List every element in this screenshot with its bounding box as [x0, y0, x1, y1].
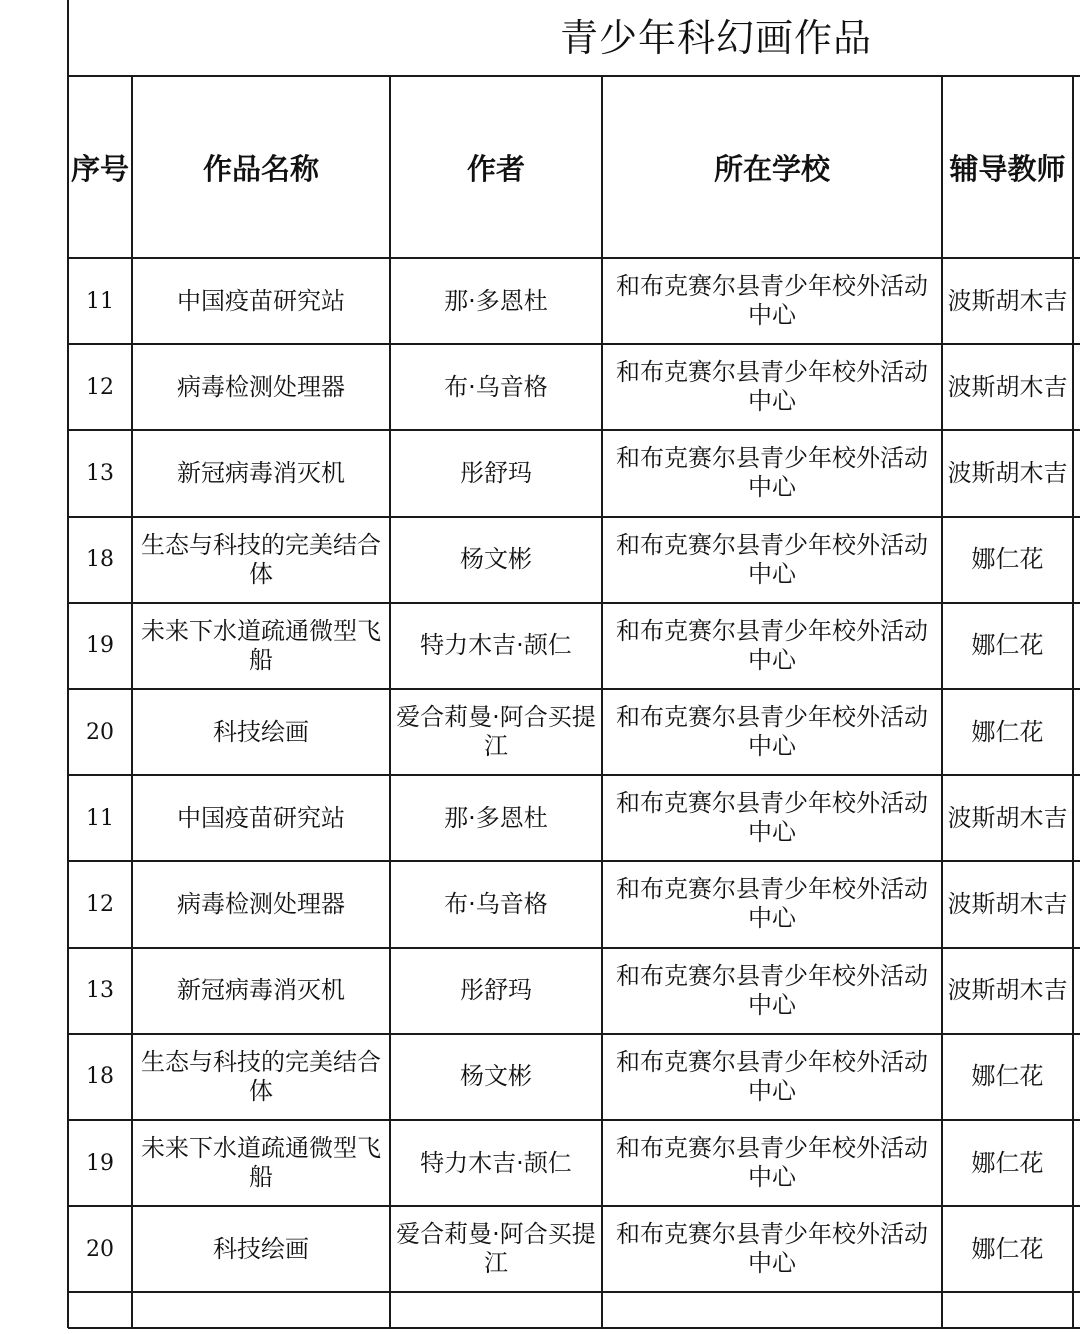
cell-work-name: 未来下水道疏通微型飞船 — [141, 1134, 381, 1192]
cell-teacher: 娜仁花 — [971, 717, 1044, 746]
cell-school: 和布克赛尔县青少年校外活动中心 — [616, 703, 928, 761]
cell-no: 12 — [86, 374, 114, 400]
cell-author: 特力木吉·颉仁 — [420, 1148, 572, 1177]
row-divider — [68, 688, 1080, 690]
cell-author: 爱合莉曼·阿合买提江 — [396, 1220, 596, 1278]
cell-work-name: 中国疫苗研究站 — [177, 286, 345, 315]
cell-school: 和布克赛尔县青少年校外活动中心 — [616, 358, 928, 416]
row-divider — [68, 1291, 1080, 1293]
cell-school: 和布克赛尔县青少年校外活动中心 — [616, 961, 928, 1019]
row-divider — [68, 1119, 1080, 1121]
header-school: 所在学校 — [713, 151, 830, 186]
cell-author: 布·乌音格 — [444, 889, 548, 918]
row-divider — [68, 602, 1080, 604]
cell-school: 和布克赛尔县青少年校外活动中心 — [616, 789, 928, 847]
cell-teacher: 波斯胡木吉 — [947, 372, 1068, 401]
cell-work-name: 未来下水道疏通微型飞船 — [141, 616, 381, 674]
cell-work-name: 病毒检测处理器 — [177, 889, 345, 918]
table-border-bottom — [68, 1327, 1080, 1329]
header-bottom-line — [68, 257, 1080, 259]
cell-author: 那·多恩杜 — [444, 286, 548, 315]
cell-teacher: 波斯胡木吉 — [947, 889, 1068, 918]
cell-teacher: 娜仁花 — [971, 1148, 1044, 1177]
cell-no: 19 — [86, 1150, 114, 1176]
cell-author: 爱合莉曼·阿合买提江 — [396, 703, 596, 761]
cell-school: 和布克赛尔县青少年校外活动中心 — [616, 1220, 928, 1278]
cell-no: 12 — [86, 891, 114, 917]
cell-school: 和布克赛尔县青少年校外活动中心 — [616, 1047, 928, 1105]
cell-no: 20 — [86, 1236, 114, 1262]
column-divider — [1072, 76, 1074, 1328]
cell-author: 杨文彬 — [460, 545, 532, 574]
cell-no: 19 — [86, 633, 114, 659]
row-divider — [68, 1205, 1080, 1207]
cell-author: 彤舒玛 — [460, 458, 532, 487]
cell-teacher: 波斯胡木吉 — [947, 286, 1068, 315]
row-divider — [68, 429, 1080, 431]
cell-no: 11 — [86, 805, 114, 831]
cell-school: 和布克赛尔县青少年校外活动中心 — [616, 875, 928, 933]
cell-author: 彤舒玛 — [460, 976, 532, 1005]
cell-no: 18 — [86, 547, 114, 573]
cell-author: 那·多恩杜 — [444, 803, 548, 832]
cell-work-name: 科技绘画 — [213, 717, 309, 746]
cell-work-name: 科技绘画 — [213, 1234, 309, 1263]
header-work-name: 作品名称 — [202, 151, 319, 186]
cell-no: 11 — [86, 288, 114, 314]
row-divider — [68, 774, 1080, 776]
cell-no: 18 — [86, 1064, 114, 1090]
cell-author: 布·乌音格 — [444, 372, 548, 401]
cell-no: 13 — [86, 460, 114, 486]
cell-no: 20 — [86, 719, 114, 745]
cell-school: 和布克赛尔县青少年校外活动中心 — [616, 616, 928, 674]
cell-work-name: 病毒检测处理器 — [177, 372, 345, 401]
cell-work-name: 新冠病毒消灭机 — [177, 458, 345, 487]
cell-work-name: 生态与科技的完美结合体 — [141, 530, 381, 588]
cell-school: 和布克赛尔县青少年校外活动中心 — [616, 444, 928, 502]
cell-teacher: 波斯胡木吉 — [947, 803, 1068, 832]
cell-work-name: 新冠病毒消灭机 — [177, 976, 345, 1005]
header-teacher: 辅导教师 — [949, 151, 1066, 186]
cell-teacher: 娜仁花 — [971, 1062, 1044, 1091]
header-author: 作者 — [466, 151, 525, 186]
table-title: 青少年科幻画作品 — [560, 16, 873, 60]
row-divider — [68, 1033, 1080, 1035]
cell-author: 杨文彬 — [460, 1062, 532, 1091]
cell-work-name: 生态与科技的完美结合体 — [141, 1047, 381, 1105]
cell-teacher: 娜仁花 — [971, 545, 1044, 574]
cell-school: 和布克赛尔县青少年校外活动中心 — [616, 530, 928, 588]
cell-school: 和布克赛尔县青少年校外活动中心 — [616, 1134, 928, 1192]
row-divider — [68, 860, 1080, 862]
row-divider — [68, 343, 1080, 345]
cell-teacher: 娜仁花 — [971, 631, 1044, 660]
cell-no: 13 — [86, 978, 114, 1004]
header-no: 序号 — [70, 151, 129, 186]
cell-teacher: 波斯胡木吉 — [947, 976, 1068, 1005]
cell-teacher: 娜仁花 — [971, 1234, 1044, 1263]
cell-school: 和布克赛尔县青少年校外活动中心 — [616, 272, 928, 330]
cell-author: 特力木吉·颉仁 — [420, 631, 572, 660]
cell-teacher: 波斯胡木吉 — [947, 458, 1068, 487]
cell-work-name: 中国疫苗研究站 — [177, 803, 345, 832]
